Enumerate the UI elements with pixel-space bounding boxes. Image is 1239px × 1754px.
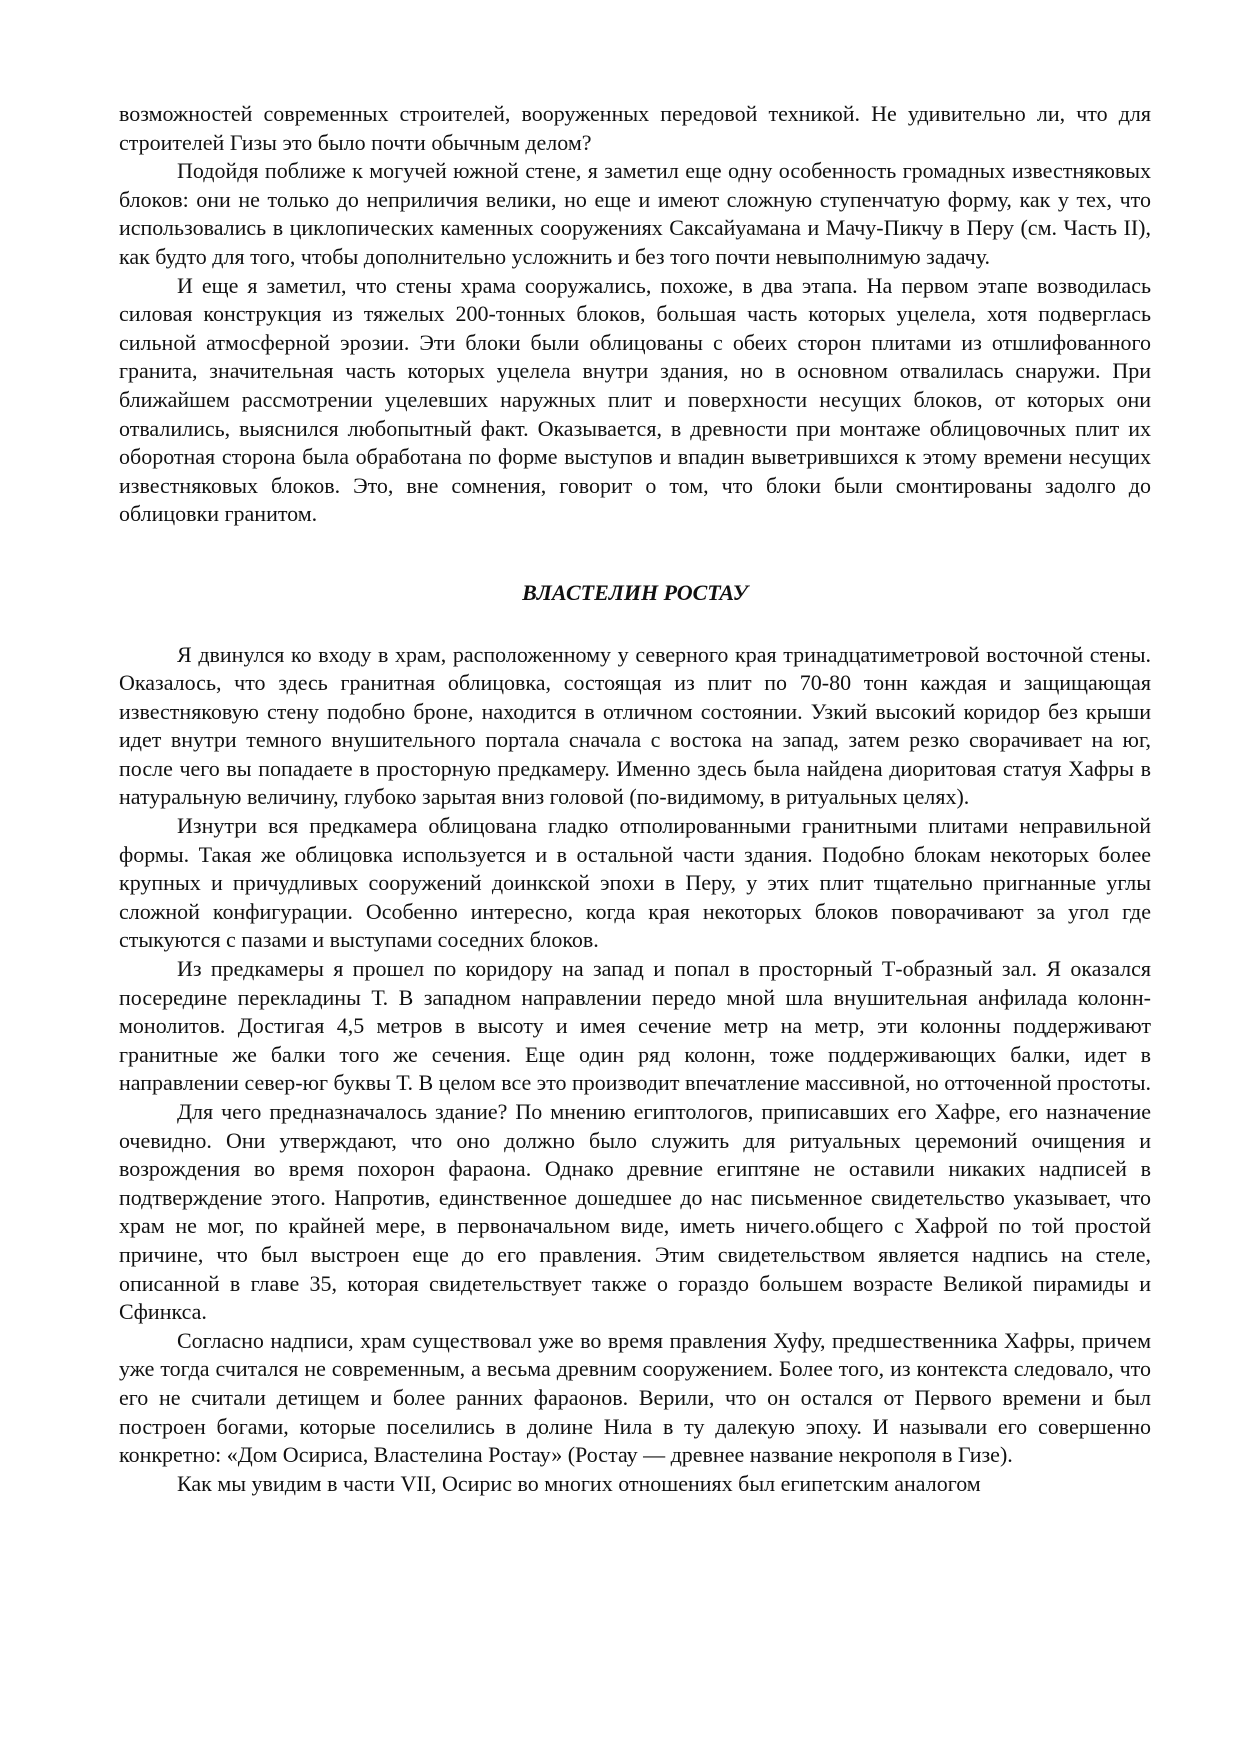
paragraph: Подойдя поближе к могучей южной стене, я заметил еще одну особенность громадных известняковых блоков: они не только до неприличия велики, но еще и имеют сложную ступенчатую форму, как у тех, что использовались в циклопических каменных сооружениях Саксайуамана и Мачу-Пикчу в Перу (см. Часть II), как будто для того, чтобы дополнительно усложнить и без того почти невыполнимую задачу. bbox=[119, 158, 1151, 269]
chapter-title: ВЛАСТЕЛИН РОСТАУ bbox=[522, 579, 748, 605]
paragraph: Изнутри вся предкамера облицована гладко отполированными гранитными плитами неправильной формы. Такая же облицовка используется и в остальной части здания. Подобно блокам некоторых более крупных и причудливых сооружений доинкской эпохи в Перу, у этих плит тщательно пригнанные углы сложной конфигурации. Особенно интересно, когда края некоторых блоков поворачивают за угол где стыкуются с пазами и выступами соседних блоков. bbox=[119, 813, 1151, 953]
paragraph: Для чего предназначалось здание? По мнению египтологов, приписавших его Хафре, его назначение очевидно. Они утверждают, что оно должно было служить для ритуальных церемоний очищения и возрождения во время похорон фараона. Однако древние египтяне не оставили никаких надписей в подтверждение этого. Напротив, единственное дошедшее до нас письменное свидетельство указывает, что храм не мог, по крайней мере, в первоначальном виде, иметь ничего.общего с Хафрой по той простой причине, что был выстроен еще до его правления. Этим свидетельством является надпись на стеле, описанной в главе 35, которая свидетельствует также о гораздо большем возрасте Великой пирамиды и Сфинкса. bbox=[119, 1099, 1151, 1325]
paragraph: Я двинулся ко входу в храм, расположенному у северного края тринадцатиметровой восточной стены. Оказалось, что здесь гранитная облицовка, состоящая из плит по 70-80 тонн каждая и защищающая известняковую стену подобно броне, находится в отличном состоянии. Узкий высокий коридор без крыши идет внутри темного внушительного портала сначала с востока на запад, затем резко сворачивает на юг, после чего вы попадаете в просторную предкамеру. Именно здесь была найдена диоритовая статуя Хафры в натуральную величину, глубоко зарытая вниз головой (по-видимому, в ритуальных целях). bbox=[119, 641, 1151, 810]
paragraph: И еще я заметил, что стены храма сооружались, похоже, в два этапа. На первом этапе возводилась силовая конструкция из тяжелых 200-тонных блоков, большая часть которых уцелела, хотя подверглась сильной атмосферной эрозии. Эти блоки были облицованы с обеих сторон плитами из отшлифованного гранита, значительная часть которых уцелела внутри здания, но в основном отвалилась снаружи. При ближайшем рассмотрении уцелевших наружных плит и поверхности несущих блоков, от которых они отвалились, выяснился любопытный факт. Оказывается, в древности при монтаже облицовочных плит их оборотная сторона была обработана по форме выступов и впадин выветрившихся к этому времени несущих известняковых блоков. Это, вне сомнения, говорит о том, что блоки были смонтированы задолго до облицовки гранитом. bbox=[119, 272, 1151, 527]
document-page bbox=[119, 100, 1151, 1498]
paragraph-continuation: возможностей современных строителей, вооруженных передовой техникой. Не удивительно ли, что для строителей Гизы это было почти обычным делом? bbox=[119, 101, 1151, 155]
paragraph-truncated: Как мы увидим в части VII, Осирис во многих отношениях был египетским аналогом bbox=[177, 1470, 981, 1496]
paragraph: Согласно надписи, храм существовал уже во время правления Хуфу, предшественника Хафры, причем уже тогда считался не современным, а весьма древним сооружением. Более того, из контекста следовало, что его не считали детищем и более ранних фараонов. Верили, что он остался от Первого времени и был построен богами, которые поселились в долине Нила в ту далекую эпоху. И называли его совершенно конкретно: «Дом Осириса, Властелина Ростау» (Ростау — древнее название некрополя в Гизе). bbox=[119, 1327, 1151, 1468]
paragraph: Из предкамеры я прошел по коридору на запад и попал в просторный Т-образный зал. Я оказался посередине перекладины Т. В западном направлении передо мной шла внушительная анфилада колонн-монолитов. Достигая 4,5 метров в высоту и имея сечение метр на метр, эти колонны поддерживают гранитные же балки того же сечения. Еще один ряд колонн, тоже поддерживающих балки, идет в направлении север-юг буквы Т. В целом все это производит впечатление массивной, но отточенной простоты. bbox=[119, 956, 1151, 1096]
